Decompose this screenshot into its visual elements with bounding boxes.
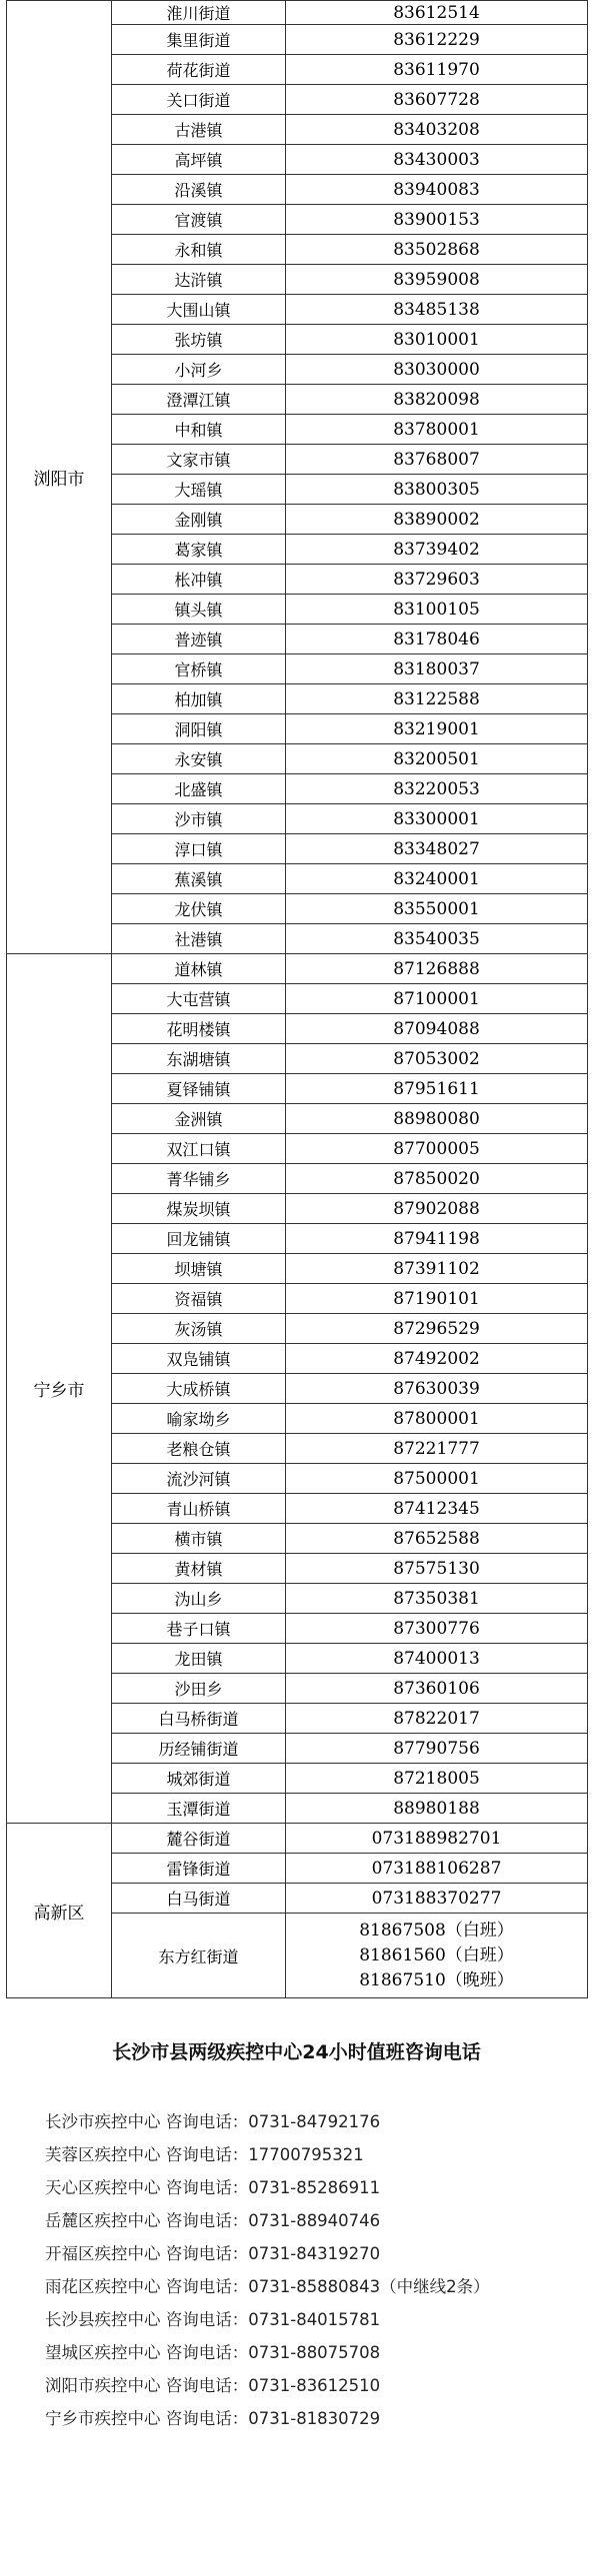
phone-cell: 87094088 [286,1014,588,1044]
street-cell: 煤炭坝镇 [112,1194,286,1224]
phone-cell: 83540035 [286,924,588,954]
street-cell: 龙伏镇 [112,894,286,924]
phone-line: 81867510（晚班） [359,1969,514,1990]
street-cell: 大成桥镇 [112,1374,286,1404]
phone-cell: 83611970 [286,55,588,85]
street-cell: 资福镇 [112,1284,286,1314]
phone-cell: 83030000 [286,355,588,385]
street-cell: 流沙河镇 [112,1464,286,1494]
street-cell: 沙田乡 [112,1674,286,1704]
street-cell: 青山桥镇 [112,1494,286,1524]
phone-cell: 87053002 [286,1044,588,1074]
street-cell: 黄材镇 [112,1554,286,1584]
street-cell: 白马街道 [112,1884,286,1914]
street-cell: 永和镇 [112,235,286,265]
phone-cell: 83180037 [286,654,588,684]
phone-cell: 83300001 [286,804,588,834]
street-cell: 柏加镇 [112,684,286,714]
street-cell: 大围山镇 [112,295,286,325]
phone-cell: 87800001 [286,1404,588,1434]
phone-cell [286,1914,588,1998]
street-cell: 古港镇 [112,115,286,145]
hotline-item: 雨花区疾控中心 咨询电话：0731-85880843（中继线2条） [45,2277,490,2296]
street-cell: 淳口镇 [112,834,286,864]
street-cell: 花明楼镇 [112,1014,286,1044]
phone-cell: 83178046 [286,625,588,654]
street-cell: 大瑶镇 [112,475,286,505]
street-cell: 金洲镇 [112,1104,286,1134]
street-cell: 道林镇 [112,954,286,984]
street-cell: 永安镇 [112,744,286,774]
street-cell: 东方红街道 [112,1914,286,1998]
street-cell: 官渡镇 [112,205,286,235]
street-cell: 洞阳镇 [112,714,286,744]
hotline-item: 长沙县疾控中心 咨询电话：0731-84015781 [45,2310,381,2329]
phone-cell: 83768007 [286,445,588,475]
phone-cell: 87300776 [286,1614,588,1644]
street-cell: 中和镇 [112,415,286,445]
hotline-item: 开福区疾控中心 咨询电话：0731-84319270 [45,2244,381,2263]
street-cell: 淮川街道 [112,1,286,25]
phone-cell: 83219001 [286,714,588,744]
street-cell: 老粮仓镇 [112,1434,286,1464]
phone-cell: 87951611 [286,1074,588,1104]
street-cell: 社港镇 [112,924,286,954]
phone-cell: 87492002 [286,1344,588,1374]
phone-cell: 87412345 [286,1494,588,1524]
phone-line: 81861560（白班） [359,1944,514,1965]
phone-cell: 88980080 [286,1104,588,1134]
street-cell: 镇头镇 [112,595,286,625]
phone-cell: 073188106287 [286,1854,588,1884]
street-cell: 双江口镇 [112,1134,286,1164]
phone-cell: 83612229 [286,25,588,55]
street-cell: 小河乡 [112,355,286,385]
phone-cell: 87296529 [286,1314,588,1344]
street-cell: 大屯营镇 [112,984,286,1014]
phone-cell: 87221777 [286,1434,588,1464]
phone-cell: 83612514 [286,1,588,25]
phone-cell: 87500001 [286,1464,588,1494]
phone-cell: 87822017 [286,1704,588,1734]
hotline-item: 浏阳市疾控中心 咨询电话：0731-83612510 [45,2376,381,2395]
street-cell: 沙市镇 [112,804,286,834]
street-cell: 张坊镇 [112,325,286,355]
table-row [7,1,588,25]
street-cell: 龙田镇 [112,1644,286,1674]
hotline-item: 岳麓区疾控中心 咨询电话：0731-88940746 [45,2211,381,2230]
phone-cell: 83959008 [286,265,588,295]
contact-table [6,0,588,1998]
phone-cell: 83890002 [286,505,588,535]
street-cell: 夏铎铺镇 [112,1074,286,1104]
hotline-item: 望城区疾控中心 咨询电话：0731-88075708 [45,2343,381,2362]
phone-cell: 87902088 [286,1194,588,1224]
street-cell: 坝塘镇 [112,1254,286,1284]
street-cell: 白马桥街道 [112,1704,286,1734]
phone-cell: 87941198 [286,1224,588,1254]
street-cell: 雷锋街道 [112,1854,286,1884]
street-cell: 喻家坳乡 [112,1404,286,1434]
street-cell: 文家市镇 [112,445,286,475]
phone-cell: 83240001 [286,864,588,894]
street-cell: 沩山乡 [112,1584,286,1614]
hotline-item: 宁乡市疾控中心 咨询电话：0731-81830729 [45,2409,381,2428]
street-cell: 玉潭街道 [112,1794,286,1824]
street-cell: 回龙铺镇 [112,1224,286,1254]
street-cell: 历经铺街道 [112,1734,286,1764]
street-cell: 菁华铺乡 [112,1164,286,1194]
phone-cell: 83348027 [286,834,588,864]
district-cell: 浏阳市 [7,1,112,954]
phone-cell: 83122588 [286,684,588,714]
phone-cell: 83550001 [286,894,588,924]
phone-cell: 83739402 [286,535,588,565]
street-cell: 横市镇 [112,1524,286,1554]
phone-cell: 83220053 [286,774,588,804]
phone-cell: 87652588 [286,1524,588,1554]
phone-cell: 83403208 [286,115,588,145]
phone-cell: 87100001 [286,984,588,1014]
phone-cell: 073188370277 [286,1884,588,1914]
street-cell: 灰汤镇 [112,1314,286,1344]
street-cell: 东湖塘镇 [112,1044,286,1074]
phone-cell: 83200501 [286,744,588,774]
street-cell: 普迹镇 [112,625,286,654]
street-cell: 蕉溪镇 [112,864,286,894]
street-cell: 葛家镇 [112,535,286,565]
hotline-item: 芙蓉区疾控中心 咨询电话：17700795321 [45,2145,364,2164]
street-cell: 澄潭江镇 [112,385,286,415]
phone-cell: 83900153 [286,205,588,235]
table-row [7,1824,588,1854]
hotline-item: 长沙市疾控中心 咨询电话：0731-84792176 [45,2112,381,2131]
hotline-heading: 长沙市县两级疾控中心24小时值班咨询电话 [112,2041,481,2063]
phone-cell: 87700005 [286,1134,588,1164]
street-cell: 麓谷街道 [112,1824,286,1854]
phone-cell: 87575130 [286,1554,588,1584]
hotline-item: 天心区疾控中心 咨询电话：0731-85286911 [45,2178,381,2197]
phone-cell: 83430003 [286,145,588,175]
phone-cell: 83485138 [286,295,588,325]
phone-cell: 87400013 [286,1644,588,1674]
street-cell: 官桥镇 [112,654,286,684]
street-cell: 北盛镇 [112,774,286,804]
phone-cell: 83010001 [286,325,588,355]
phone-cell: 87630039 [286,1374,588,1404]
street-cell: 达浒镇 [112,265,286,295]
phone-line: 81867508（白班） [359,1920,514,1940]
phone-cell: 83100105 [286,595,588,625]
table-row [7,954,588,984]
street-cell: 枨冲镇 [112,565,286,595]
phone-cell: 83820098 [286,385,588,415]
street-cell: 城郊街道 [112,1764,286,1794]
phone-cell: 83607728 [286,85,588,115]
phone-cell: 83729603 [286,565,588,595]
phone-cell: 83502868 [286,235,588,265]
street-cell: 金刚镇 [112,505,286,535]
phone-cell: 87126888 [286,954,588,984]
phone-cell: 83780001 [286,415,588,445]
phone-cell: 83940083 [286,175,588,205]
street-cell: 双凫铺镇 [112,1344,286,1374]
phone-cell: 87190101 [286,1284,588,1314]
phone-cell: 87391102 [286,1254,588,1284]
district-cell: 宁乡市 [7,954,112,1824]
phone-cell: 87850020 [286,1164,588,1194]
district-cell: 高新区 [7,1824,112,1998]
phone-cell: 87790756 [286,1734,588,1764]
street-cell: 荷花街道 [112,55,286,85]
phone-cell: 87350381 [286,1584,588,1614]
street-cell: 巷子口镇 [112,1614,286,1644]
phone-cell: 88980188 [286,1794,588,1824]
street-cell: 关口街道 [112,85,286,115]
phone-cell: 87218005 [286,1764,588,1794]
street-cell: 集里街道 [112,25,286,55]
street-cell: 沿溪镇 [112,175,286,205]
street-cell: 高坪镇 [112,145,286,175]
phone-cell: 073188982701 [286,1824,588,1854]
phone-cell: 87360106 [286,1674,588,1704]
phone-cell: 83800305 [286,475,588,505]
